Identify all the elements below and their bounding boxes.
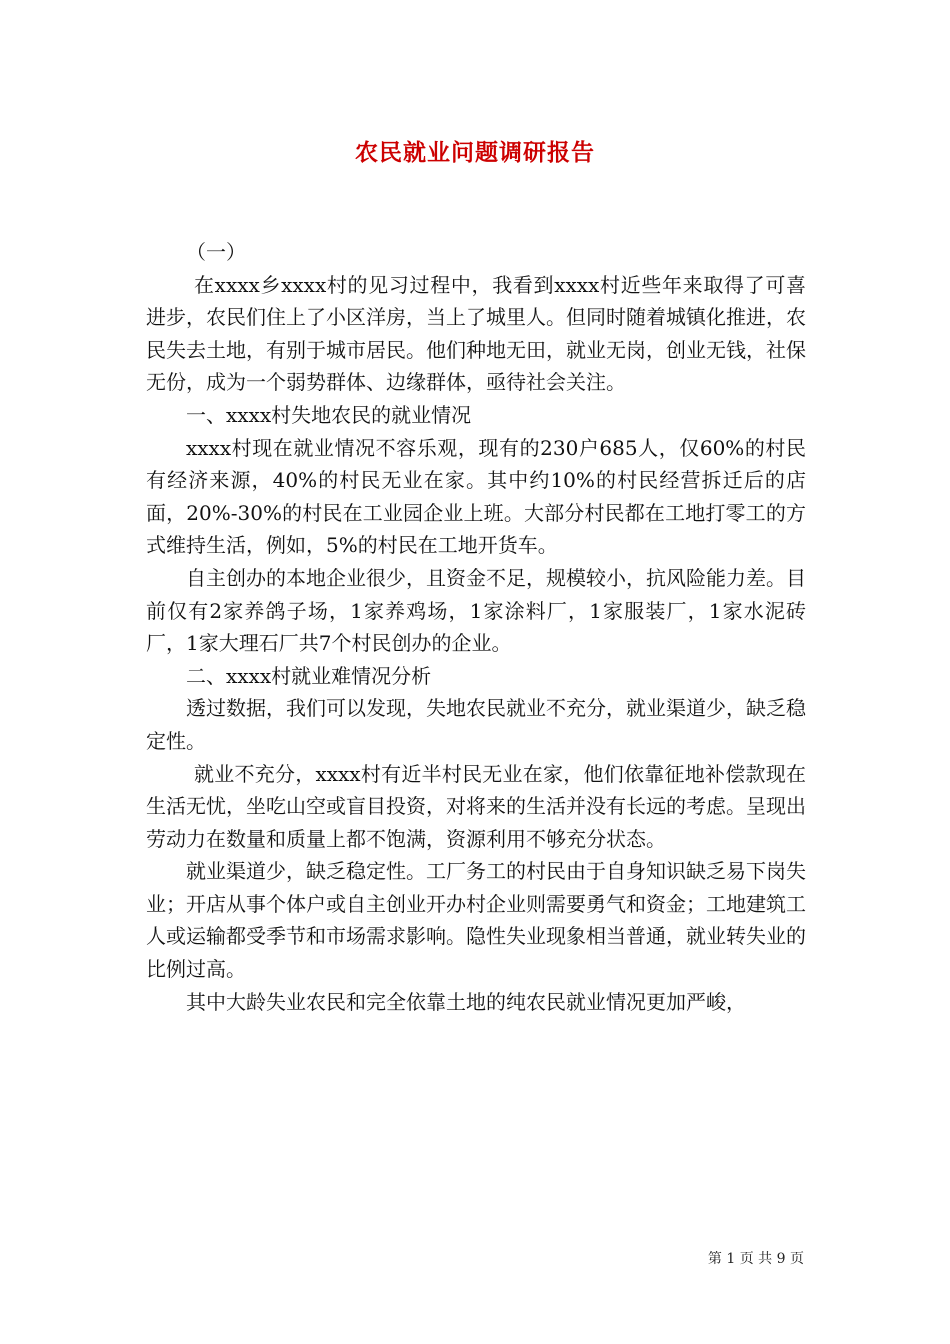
paragraph-intro: 在xxxx乡xxxx村的见习过程中，我看到xxxx村近些年来取得了可喜进步，农民们住上了小区洋房，当上了城里人。但同时随着城镇化推进，农民失去土地，有别于城市居民。他们种地无田，就业无岗，创业无钱，社保无份，成为一个弱势群体、边缘群体，亟待社会关注。 [146, 272, 806, 395]
paragraph-few-channels: 就业渠道少，缺乏稳定性。工厂务工的村民由于自身知识缺乏易下岗失业；开店从事个体户或自主创业开办村企业则需要勇气和资金；工地建筑工人或运输都受季节和市场需求影响。隐性失业现象相当普通，就业转失业的比例过高。 [146, 859, 806, 982]
section-heading-1: 一、xxxx村失地农民的就业情况 [186, 402, 472, 427]
page-number: 第 1 页 共 9 页 [707, 1251, 804, 1267]
document-body [146, 236, 806, 1018]
paragraph-employment-status: xxxx村现在就业情况不容乐观，现有的230户685人，仅60%的村民有经济来源，40%的村民无业在家。其中约10%的村民经营拆迁后的店面，20%-30%的村民在工业园企业上班。大部分村民都在工地打零工的方式维持生活，例如，5%的村民在工地开货车。 [146, 435, 806, 558]
document-title: 农民就业问题调研报告 [355, 139, 595, 166]
paragraph-older-farmers: 其中大龄失业农民和完全依靠土地的纯农民就业情况更加严峻， [186, 989, 746, 1014]
paragraph-local-enterprises: 自主创办的本地企业很少，且资金不足，规模较小，抗风险能力差。目前仅有2家养鸽子场，1家养鸡场，1家涂料厂，1家服装厂，1家水泥砖厂，1家大理石厂共7个村民创办的企业。 [146, 565, 806, 656]
paragraph-data-analysis: 透过数据，我们可以发现，失地农民就业不充分，就业渠道少，缺乏稳定性。 [146, 696, 806, 753]
paragraph-underemployment: 就业不充分，xxxx村有近半村民无业在家，他们依靠征地补偿款现在生活无忧，坐吃山空或盲目投资，对将来的生活并没有长远的考虑。呈现出劳动力在数量和质量上都不饱满，资源利用不够充分状态。 [146, 761, 806, 851]
section-heading-2: 二、xxxx村就业难情况分析 [186, 663, 432, 688]
section-number: （一） [186, 240, 246, 264]
